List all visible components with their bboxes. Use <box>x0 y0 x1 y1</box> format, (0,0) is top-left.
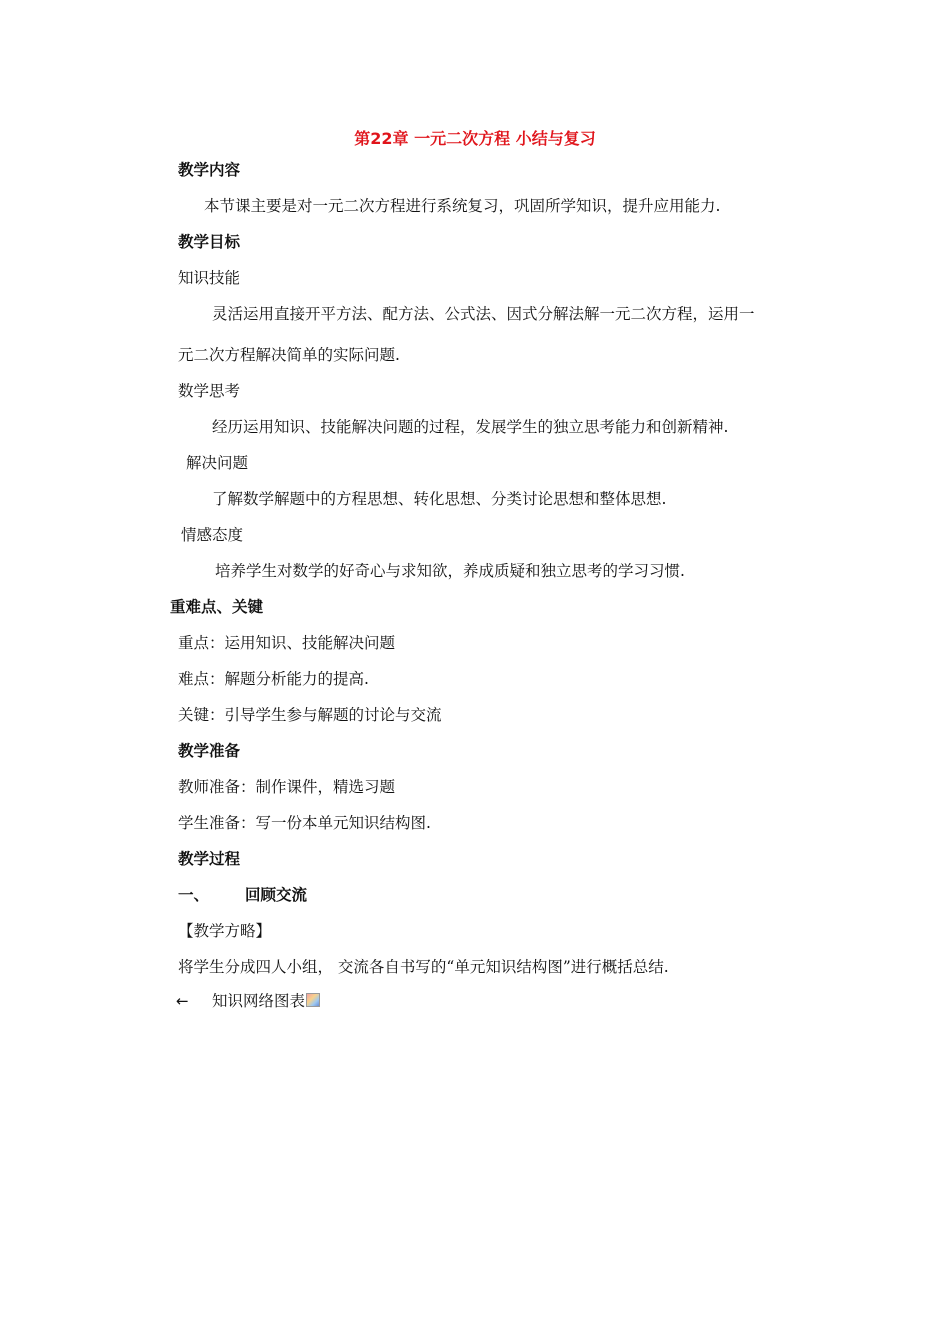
strategy-text: 将学生分成四人小组， 交流各自书写的“单元知识结构图”进行概括总结. <box>178 958 669 976</box>
key-text: 关键：引导学生参与解题的讨论与交流 <box>178 706 442 724</box>
heading-teaching-content: 教学内容 <box>178 161 241 179</box>
strategy-label: 【教学方略】 <box>178 922 272 940</box>
network-line <box>212 991 320 1011</box>
paragraph-skills-1: 灵活运用直接开平方法、配方法、公式法、因式分解法解一元二次方程，运用一 <box>212 305 755 323</box>
heading-key-points: 重难点、关键 <box>170 598 264 616</box>
step-one-title: 回顾交流 <box>245 886 308 904</box>
document-title: 第22章 一元二次方程 小结与复习 <box>354 129 596 148</box>
key-point: 重点：运用知识、技能解决问题 <box>178 634 396 652</box>
broken-image-icon <box>306 993 320 1007</box>
heading-preparation: 教学准备 <box>178 742 241 760</box>
difficult-point: 难点：解题分析能力的提高. <box>178 670 369 688</box>
student-prep: 学生准备：写一份本单元知识结构图. <box>178 814 431 832</box>
subheading-attitude: 情感态度 <box>181 526 244 544</box>
step-one-number: 一、 <box>178 886 210 904</box>
subheading-problem: 解决问题 <box>186 454 249 472</box>
paragraph-problem: 了解数学解题中的方程思想、转化思想、分类讨论思想和整体思想. <box>212 490 667 508</box>
subheading-skills: 知识技能 <box>178 269 241 287</box>
teacher-prep: 教师准备：制作课件，精选习题 <box>178 778 396 796</box>
heading-process: 教学过程 <box>178 850 241 868</box>
paragraph-attitude: 培养学生对数学的好奇心与求知欲，养成质疑和独立思考的学习习惯. <box>215 562 685 580</box>
paragraph-content: 本节课主要是对一元二次方程进行系统复习，巩固所学知识，提升应用能力. <box>204 197 721 215</box>
paragraph-thinking: 经历运用知识、技能解决问题的过程，发展学生的独立思考能力和创新精神. <box>212 418 729 436</box>
heading-teaching-goals: 教学目标 <box>178 233 241 251</box>
network-label: 知识网络图表 <box>212 992 306 1010</box>
subheading-thinking: 数学思考 <box>178 382 241 400</box>
paragraph-skills-2: 元二次方程解决简单的实际问题. <box>178 346 400 364</box>
arrow-left-icon: ← <box>176 992 189 1010</box>
